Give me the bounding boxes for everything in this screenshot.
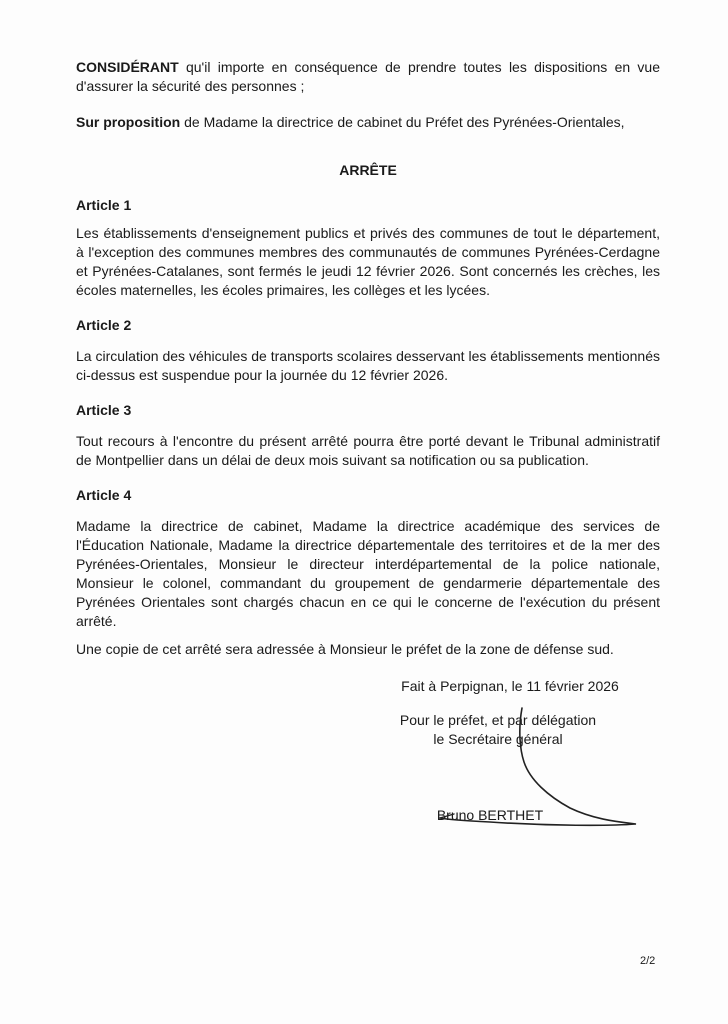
- proposition-lead: Sur proposition: [76, 114, 181, 130]
- considerant-paragraph: [76, 58, 660, 96]
- article-4-title: Article 4: [76, 487, 132, 503]
- article-3-title: Article 3: [76, 402, 132, 418]
- signature-line-1: Pour le préfet, et par délégation: [399, 712, 597, 728]
- considerant-lead: CONSIDÉRANT: [76, 59, 179, 75]
- article-4-text: Madame la directrice de cabinet, Madame la directrice académique des services de l'Éducation Nationale, Madame la directrice départementale des territoires et de la mer des Pyrénées-Orientales, Monsieur le directeur interdépartemental de la police nationale, Monsieur le colonel, commandant du groupement de gendarmerie départementale des Pyrénées Orientales sont chargés chacun en ce qui le concerne de l'exécution du présent arrêté.: [76, 518, 660, 629]
- place-date: Fait à Perpignan, le 11 février 2026: [401, 678, 619, 694]
- document-body: [76, 54, 660, 659]
- article-1-title: Article 1: [76, 197, 132, 213]
- article-1-text: Les établissements d'enseignement publics et privés des communes de tout le département, à l'exception des communes membres des communautés de communes Pyrénées-Cerdagne et Pyrénées-Catalanes, sont fermés le jeudi 12 février 2026. Sont concernés les crèches, les écoles maternelles, les écoles primaires, les collèges et les lycées.: [76, 225, 660, 298]
- page-number: 2/2: [640, 955, 656, 967]
- article-2-text: La circulation des véhicules de transports scolaires desservant les établissements mentionnés ci-dessus est suspendue pour la journée du 12 février 2026.: [76, 348, 660, 383]
- article-4-copy-text: Une copie de cet arrêté sera adressée à Monsieur le préfet de la zone de défense sud.: [76, 641, 614, 657]
- arrete-title: ARRÊTE: [339, 162, 397, 178]
- article-3-text: Tout recours à l'encontre du présent arrêté pourra être porté devant le Tribunal administratif de Montpellier dans un délai de deux mois suivant sa notification ou sa publication.: [76, 433, 660, 468]
- signature-line-2: le Secrétaire général: [433, 731, 563, 747]
- signatory-name: Bruno BERTHET: [436, 807, 544, 823]
- proposition-paragraph: [76, 113, 660, 132]
- proposition-text: de Madame la directrice de cabinet du Préfet des Pyrénées-Orientales,: [180, 114, 625, 130]
- considerant-text: qu'il importe en conséquence de prendre toutes les dispositions en vue d'assurer la sécurité des personnes ;: [76, 59, 660, 94]
- handwritten-signature: [420, 700, 650, 840]
- article-2-title: Article 2: [76, 317, 132, 333]
